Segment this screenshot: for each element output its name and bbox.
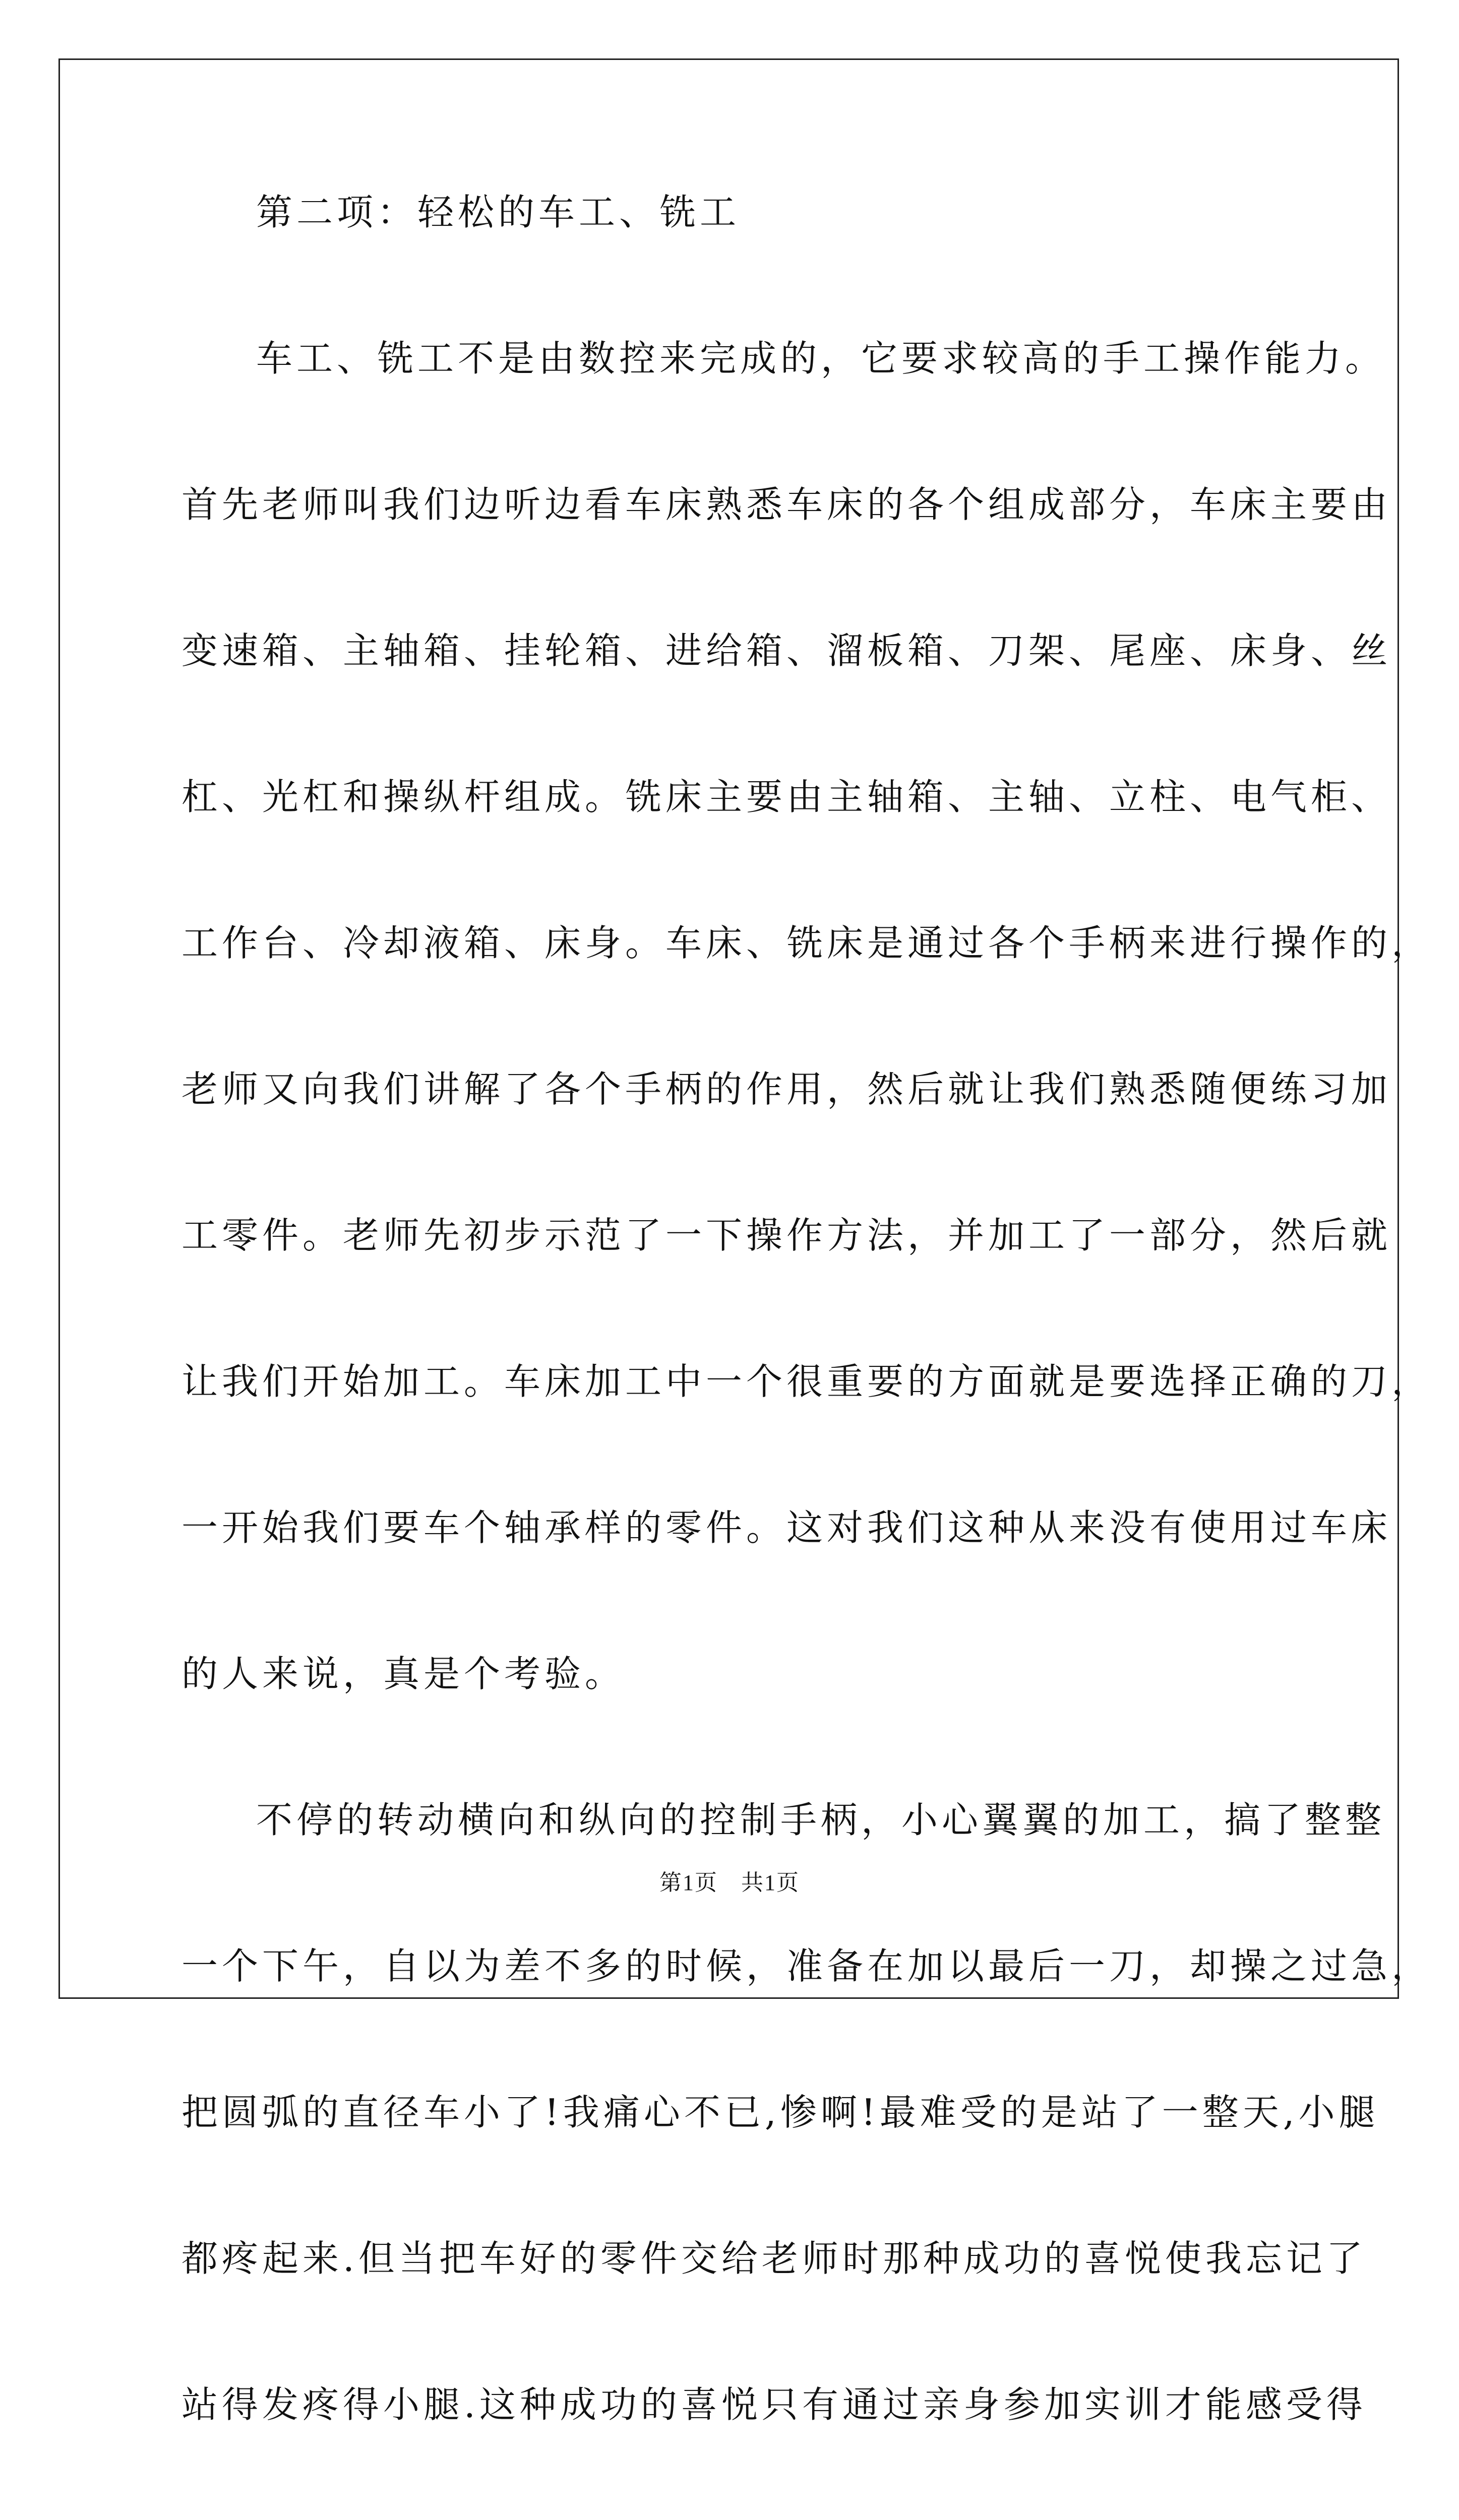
paragraph-line: 首先老师叫我们边听边看车床熟悉车床的各个组成部分，车床主要由 — [181, 483, 1392, 526]
section-heading: 第二项：轻松的车工、铣工 — [256, 191, 741, 233]
paragraph-line: 把圆弧的直径车小了!我痛心不已,惨啊!最难受的是站了一整天,小腿 — [181, 2091, 1379, 2133]
paragraph-line: 都疼起来.但当把车好的零件交给老师时那种成功的喜悦使我忘记了 — [181, 2237, 1367, 2280]
paragraph-line: 工作台、冷却液箱、床身。车床、铣床是通过各个手柄来进行操作的， — [181, 922, 1432, 964]
paragraph-line: 让我们开始加工。车床加工中一个很重要的方面就是要选择正确的刀， — [181, 1360, 1432, 1403]
paragraph-line: 一个下午，自以为差不多的时候，准备在加以最后一刀，却操之过急， — [181, 1945, 1432, 1987]
paragraph-line: 工零件。老师先初步示范了一下操作方法，并加工了一部分，然后就 — [181, 1214, 1392, 1256]
paragraph-line: 车工、铣工不是由数控来完成的，它要求较高的手工操作能力。 — [256, 337, 1386, 380]
paragraph-line: 站得发疼得小腿.这种成功的喜悦只有通过亲身参加实训才能感受得 — [181, 2383, 1367, 2426]
paragraph-line: 不停的转动横向和纵向的控制手柄，小心翼翼的加工，搞了整整 — [256, 1799, 1386, 1841]
paragraph-line: 的人来说，真是个考验。 — [181, 1653, 626, 1695]
paragraph-line: 一开始我们要车个轴承样的零件。这对我们这种从来没有使用过车床 — [181, 1506, 1392, 1549]
paragraph-line: 老师又向我们讲解了各个手柄的作用，然后就让我们熟悉随便练习加 — [181, 1068, 1392, 1110]
page-number-footer: 第1页 共1页 — [659, 1870, 800, 1895]
document-body — [181, 191, 1432, 2520]
paragraph-line: 变速箱、主轴箱、挂轮箱、进给箱、溜板箱、刀架、尾座、床身、丝 — [181, 629, 1392, 672]
paragraph-line: 杠、光杠和操纵杆组成。铣床主要由主轴箱、主轴、立柱、电气柜、 — [181, 776, 1392, 818]
